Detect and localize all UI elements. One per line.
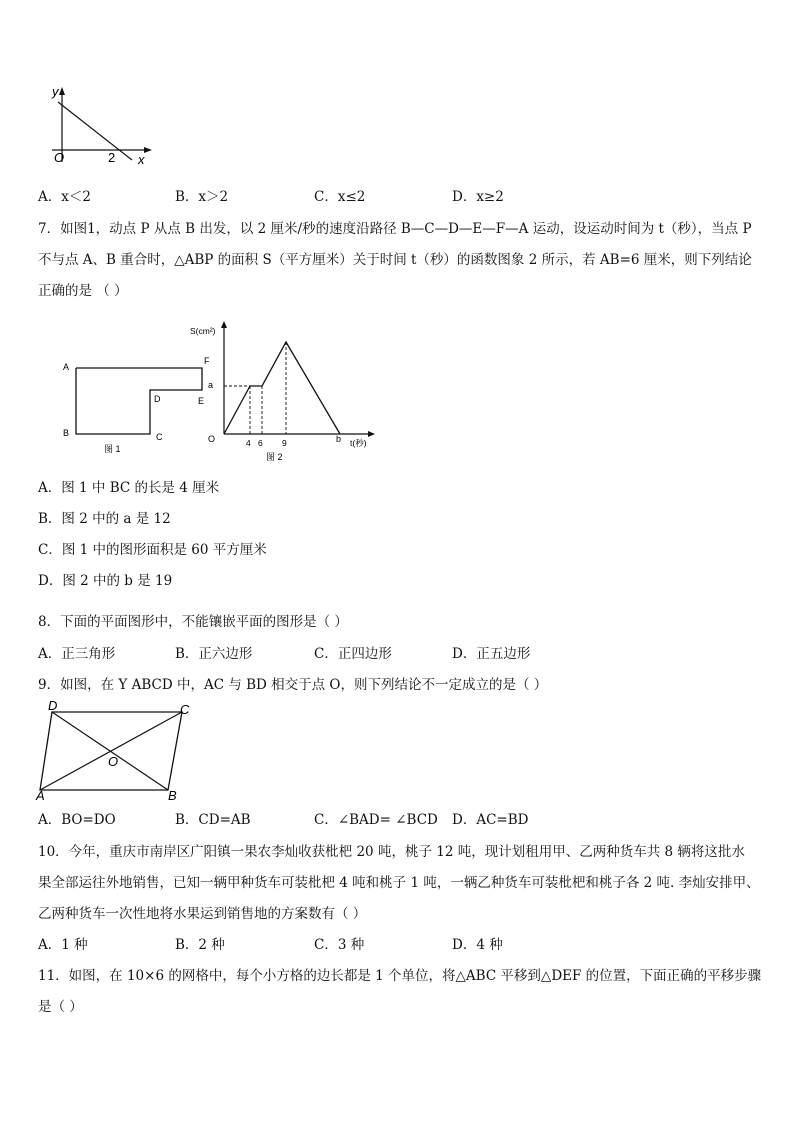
q7-stem-line-2: 不与点 A、B 重合时，△ABP 的面积 S（平方厘米）关于时间 t（秒）的函数图象 2 所示，若 AB=6 厘米，则下列结论 [38,252,752,268]
q8-option-c: C．正四边形 [314,646,392,662]
fig1-label-d: D [154,394,161,404]
fig2-caption: 图 2 [266,452,283,462]
q9-label-o: O [108,754,119,769]
fig2-origin-label: O [208,434,216,444]
q9-option-c: C．∠BAD= ∠BCD [314,812,438,828]
fig1-caption: 图 1 [104,444,121,454]
q6-origin-label: O [54,150,65,165]
q7-option-a: A．图 1 中 BC 的长是 4 厘米 [38,480,220,496]
fig1-label-a: A [63,362,70,372]
q9-label-a: A [36,788,45,803]
q6-graph [48,84,158,170]
q6-option-c: C．x≤2 [314,189,366,205]
fig2-tick-9: 9 [282,438,287,448]
q11-stem-line-1: 11．如图，在 10×6 的网格中，每个小方格的边长都是 1 个单位，将△ABC 平移到△DEF 的位置，下面正确的平移步骤 [38,968,762,984]
q6-option-a: A．x＜2 [38,189,91,205]
q7-option-c: C．图 1 中的图形面积是 60 平方厘米 [38,542,267,558]
q10-stem-line-2: 果全部运往外地销售，已知一辆甲种货车可装枇杷 4 吨和桃子 1 吨，一辆乙种货车可装枇杷和桃子各 2 吨. 李灿安排甲、 [38,875,760,891]
fig2-tick-6: 6 [258,438,263,448]
q7-stem-line-1: 7．如图1，动点 P 从点 B 出发，以 2 厘米/秒的速度沿路径 B—C—D—E—F—A 运动，设运动时间为 t（秒），当点 P [38,221,752,237]
q7-stem-line-3: 正确的是 （ ） [38,283,128,299]
q9-label-b: B [168,788,177,803]
q7-figure-2 [190,318,390,466]
q8-option-a: A．正三角形 [38,646,116,662]
q6-x-label: x [138,152,145,167]
q7-figure-1 [58,352,218,456]
q10-option-a: A．1 种 [38,937,88,953]
q9-stem: 9．如图，在 Y ABCD 中，AC 与 BD 相交于点 O，则下列结论不一定成立的是（ ） [38,677,548,693]
q6-y-label: y [52,84,59,99]
q9-label-d: D [48,698,58,713]
q8-option-b: B．正六边形 [175,646,253,662]
q9-option-d: D．AC=BD [452,812,529,828]
q9-parallelogram-figure [34,700,204,806]
q6-option-b: B．x＞2 [175,189,229,205]
q9-label-c: C [180,702,190,717]
q8-stem: 8．下面的平面图形中，不能镶嵌平面的图形是（ ） [38,614,348,630]
q7-option-b: B．图 2 中的 a 是 12 [38,511,171,527]
q6-option-d: D．x≥2 [452,189,504,205]
fig2-tick-4: 4 [246,438,251,448]
fig1-label-c: C [156,432,163,442]
fig2-a-label: a [208,380,214,390]
q11-stem-line-2: 是（ ） [38,999,83,1015]
fig1-label-f: F [204,356,210,366]
q9-option-a: A．BO=DO [38,812,116,828]
fig2-y-label: S(cm²) [190,326,216,336]
q10-option-d: D．4 种 [452,937,503,953]
q10-stem-line-1: 10．今年，重庆市南岸区广阳镇一果农李灿收获枇杷 20 吨，桃子 12 吨，现计划租用甲、乙两种货车共 8 辆将这批水 [38,844,745,860]
fig1-label-b: B [63,428,70,438]
q10-stem-line-3: 乙两种货车一次性地将水果运到销售地的方案数有（ ） [38,906,367,922]
fig1-label-e: E [198,396,205,406]
q10-option-c: C．3 种 [314,937,365,953]
q6-intercept-label: 2 [108,150,116,165]
q8-option-d: D．正五边形 [452,646,531,662]
q10-option-b: B．2 种 [175,937,225,953]
q9-option-b: B．CD=AB [175,812,251,828]
fig2-b-label: b [336,434,342,444]
q7-option-d: D．图 2 中的 b 是 19 [38,573,173,589]
fig2-x-label: t(秒) [350,438,367,448]
